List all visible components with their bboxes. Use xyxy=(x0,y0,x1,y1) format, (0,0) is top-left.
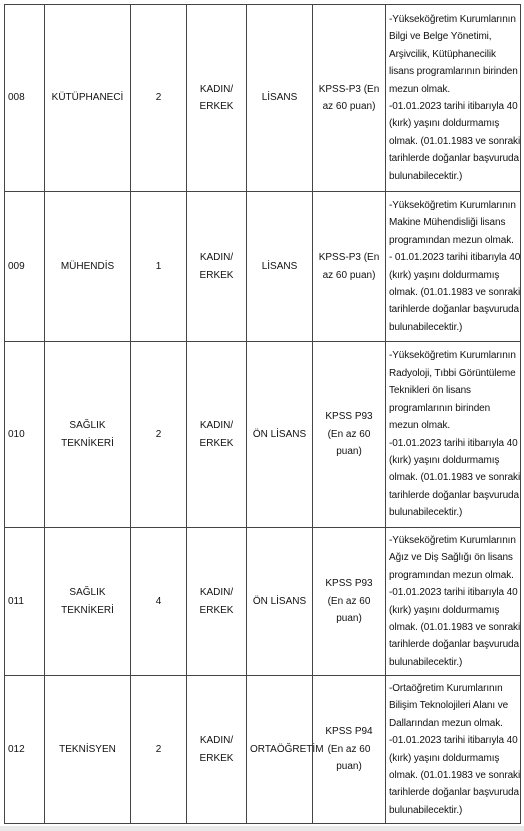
requirements xyxy=(386,192,521,342)
requirement-line: programından mezun olmak. xyxy=(389,234,514,246)
education-line: ÖN LİSANS xyxy=(252,595,307,607)
requirement-line: -01.01.2023 tarihi itibarıyla 40 xyxy=(389,735,518,747)
gender-line: KADIN/ xyxy=(199,83,234,95)
requirement-line: programından mezun olmak. xyxy=(389,569,514,581)
requirement-line: olmak. (01.01.1983 ve sonraki xyxy=(389,286,521,298)
exam-score-type xyxy=(313,5,386,192)
exam-line: puan) xyxy=(336,613,362,625)
position-title xyxy=(45,192,131,342)
requirement-line: bulunabilecektir.) xyxy=(389,804,463,816)
position-code: 012 xyxy=(5,676,45,824)
requirement-line: Bilişim Teknolojileri Alanı ve xyxy=(389,700,509,712)
requirement-line: mezun olmak. xyxy=(389,83,451,95)
exam-score-type xyxy=(313,528,386,676)
requirement-line: -01.01.2023 tarihi itibarıyla 40 xyxy=(389,437,518,449)
requirement-line: olmak. (01.01.1983 ve sonraki xyxy=(389,621,521,633)
gender-line: ERKEK xyxy=(199,269,234,281)
requirement-line: Radyoloji, Tıbbi Görüntüleme xyxy=(389,367,516,379)
position-count: 2 xyxy=(131,676,187,824)
requirement-line: -Yükseköğretim Kurumlarının xyxy=(389,199,516,211)
requirement-line: Teknikleri ön lisans xyxy=(389,385,471,397)
exam-line: az 60 puan) xyxy=(322,269,376,281)
requirement-line: lisans programlarının birinden xyxy=(389,66,518,78)
position-title-line: MÜHENDİS xyxy=(60,260,115,272)
requirement-line: (kırk) yaşını doldurmamış xyxy=(389,454,500,466)
requirement-line: bulunabilecektir.) xyxy=(389,656,463,668)
requirement-line: mezun olmak. xyxy=(389,420,451,432)
education-line: LİSANS xyxy=(261,260,298,272)
education-level xyxy=(247,5,313,192)
gender xyxy=(187,192,247,342)
exam-line: puan) xyxy=(336,446,362,458)
table-row xyxy=(5,5,521,192)
requirement-line: olmak. (01.01.1983 ve sonraki xyxy=(389,769,521,781)
requirements xyxy=(386,5,521,192)
position-count: 1 xyxy=(131,192,187,342)
gender-line: ERKEK xyxy=(199,437,234,449)
exam-score-type xyxy=(313,192,386,342)
position-code: 010 xyxy=(5,342,45,528)
requirement-line: olmak. (01.01.1983 ve sonraki xyxy=(389,135,521,147)
position-count: 4 xyxy=(131,528,187,676)
exam-line: KPSS-P3 (En xyxy=(318,252,380,264)
position-title-line: TEKNİKERİ xyxy=(61,437,114,449)
exam-line: (En az 60 xyxy=(327,595,371,607)
requirement-line: bulunabilecektir.) xyxy=(389,507,463,519)
requirement-line: tarihlerde doğanlar başvuruda xyxy=(389,153,519,165)
gender xyxy=(187,5,247,192)
requirements xyxy=(386,342,521,528)
exam-line: KPSS P94 xyxy=(325,726,373,738)
exam-line: KPSS-P3 (En xyxy=(318,83,380,95)
position-title xyxy=(45,342,131,528)
requirement-line: -01.01.2023 tarihi itibarıyla 40 xyxy=(389,101,518,112)
table-row xyxy=(5,528,521,676)
requirement-line: Arşivcilik, Kütüphanecilik xyxy=(389,48,496,60)
gender-line: KADIN/ xyxy=(199,735,234,747)
exam-line: KPSS P93 xyxy=(325,411,373,423)
gender xyxy=(187,676,247,824)
gender-line: KADIN/ xyxy=(199,420,234,432)
education-line: ÖN LİSANS xyxy=(252,428,307,440)
position-count: 2 xyxy=(131,5,187,192)
requirement-line: Ağız ve Diş Sağlığı ön lisans xyxy=(389,552,513,564)
requirement-line: tarihlerde doğanlar başvuruda xyxy=(389,489,519,501)
education-level xyxy=(247,528,313,676)
exam-line: az 60 puan) xyxy=(322,101,376,112)
requirement-line: -Yükseköğretim Kurumlarının xyxy=(389,534,516,546)
requirements xyxy=(386,528,521,676)
position-title xyxy=(45,5,131,192)
requirement-line: -01.01.2023 tarihi itibarıyla 40 xyxy=(389,587,518,599)
position-count: 2 xyxy=(131,342,187,528)
table-row xyxy=(5,192,521,342)
gender xyxy=(187,528,247,676)
requirement-line: programlarının birinden xyxy=(389,402,491,414)
requirement-line: tarihlerde doğanlar başvuruda xyxy=(389,787,519,799)
requirement-line: -Ortaöğretim Kurumlarının xyxy=(389,682,503,694)
requirement-line: (kırk) yaşını doldurmamış xyxy=(389,604,500,616)
job-positions-table xyxy=(4,4,521,824)
table-row xyxy=(5,676,521,824)
requirement-line: (kırk) yaşını doldurmamış xyxy=(389,269,500,281)
position-title-line: TEKNİSYEN xyxy=(59,743,116,755)
exam-line: (En az 60 xyxy=(327,743,371,755)
requirement-line: (kırk) yaşını doldurmamış xyxy=(389,118,500,130)
education-level xyxy=(247,192,313,342)
requirement-line: tarihlerde doğanlar başvuruda xyxy=(389,304,519,316)
education-line: LİSANS xyxy=(261,92,298,104)
requirement-line: -Yükseköğretim Kurumlarının xyxy=(389,13,516,25)
position-title-line: SAĞLIK xyxy=(69,587,106,599)
requirement-line: -Yükseköğretim Kurumlarının xyxy=(389,350,516,362)
requirement-line: - 01.01.2023 tarihi itibarıyla 40 xyxy=(389,252,521,264)
requirements xyxy=(386,676,521,824)
position-title xyxy=(45,528,131,676)
gender-line: KADIN/ xyxy=(199,587,234,599)
table-row xyxy=(5,342,521,528)
gender-line: ERKEK xyxy=(199,604,234,616)
exam-line: (En az 60 xyxy=(327,428,371,440)
gender-line: ERKEK xyxy=(199,752,234,764)
position-title-line: KÜTÜPHANECİ xyxy=(51,92,124,104)
education-level xyxy=(247,676,324,824)
page-bottom-edge xyxy=(0,826,524,831)
gender-line: ERKEK xyxy=(199,101,234,112)
position-title-line: TEKNİKERİ xyxy=(61,604,114,616)
gender xyxy=(187,342,247,528)
position-code: 008 xyxy=(5,5,45,192)
requirement-line: tarihlerde doğanlar başvuruda xyxy=(389,639,519,651)
position-title xyxy=(45,676,131,824)
requirement-line: bulunabilecektir.) xyxy=(389,321,463,333)
gender-line: KADIN/ xyxy=(199,252,234,264)
exam-line: KPSS P93 xyxy=(325,578,373,590)
requirement-line: (kırk) yaşını doldurmamış xyxy=(389,752,500,764)
requirement-line: Dallarından mezun olmak. xyxy=(389,717,503,729)
position-code: 011 xyxy=(5,528,45,676)
education-level xyxy=(247,342,313,528)
requirement-line: Bilgi ve Belge Yönetimi, xyxy=(389,31,492,43)
education-line: ORTAÖĞRETİM xyxy=(250,743,324,755)
position-code: 009 xyxy=(5,192,45,342)
exam-score-type xyxy=(313,342,386,528)
requirement-line: bulunabilecektir.) xyxy=(389,170,463,182)
requirement-line: olmak. (01.01.1983 ve sonraki xyxy=(389,472,521,484)
position-title-line: SAĞLIK xyxy=(69,420,106,432)
requirement-line: Makine Mühendisliği lisans xyxy=(389,217,506,229)
exam-line: puan) xyxy=(336,761,362,773)
